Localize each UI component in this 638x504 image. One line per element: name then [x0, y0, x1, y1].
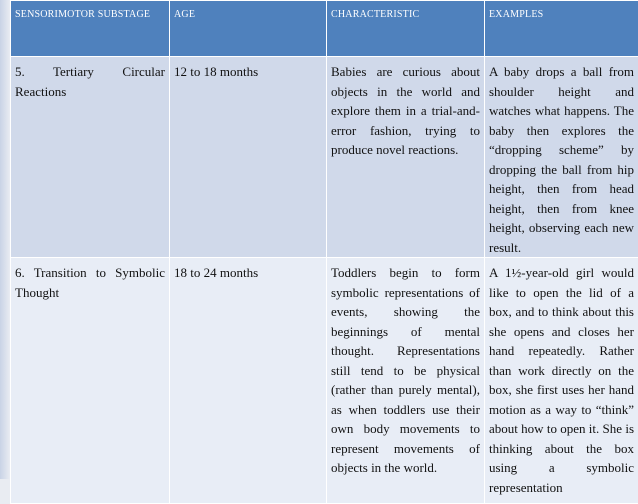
header-substage: SENSORIMOTOR SUBSTAGE	[11, 1, 170, 57]
table-row	[11, 258, 638, 504]
cell-examples: A 1½-year-old girl would like to open the lid of a box, and to think about this she opens and closes her hand repeatedly. Rather than work directly on the box, she first uses her hand motion as a way to “think” about how to open it. She is thinking about the box using a symbolic representation	[485, 258, 638, 504]
cell-characteristic: Babies are curious about objects in the world and explore them in a trial-and-error fashion, trying to produce novel reactions.	[327, 57, 485, 258]
cell-substage: 5. Tertiary Circular Reactions	[11, 57, 170, 258]
cell-examples: A baby drops a ball from shoulder height and watches what happens. The baby then explores the “dropping scheme” by dropping the ball from hip height, then from head height, then from knee height, observing each new result.	[485, 57, 638, 258]
cell-substage: 6. Transition to Symbolic Thought	[11, 258, 170, 504]
header-examples: EXAMPLES	[485, 1, 638, 57]
table-row	[11, 57, 638, 258]
sensorimotor-table	[10, 0, 638, 504]
cell-age: 18 to 24 months	[170, 258, 327, 504]
header-age: AGE	[170, 1, 327, 57]
header-characteristic: CHARACTERISTIC	[327, 1, 485, 57]
left-edge-strip	[0, 0, 10, 479]
cell-characteristic: Toddlers begin to form symbolic representations of events, showing the beginnings of mental thought. Representations still tend to be physical (rather than purely mental), as when toddlers use their own body movements to represent movements of objects in the world.	[327, 258, 485, 504]
table-header-row	[11, 1, 638, 57]
cell-age: 12 to 18 months	[170, 57, 327, 258]
